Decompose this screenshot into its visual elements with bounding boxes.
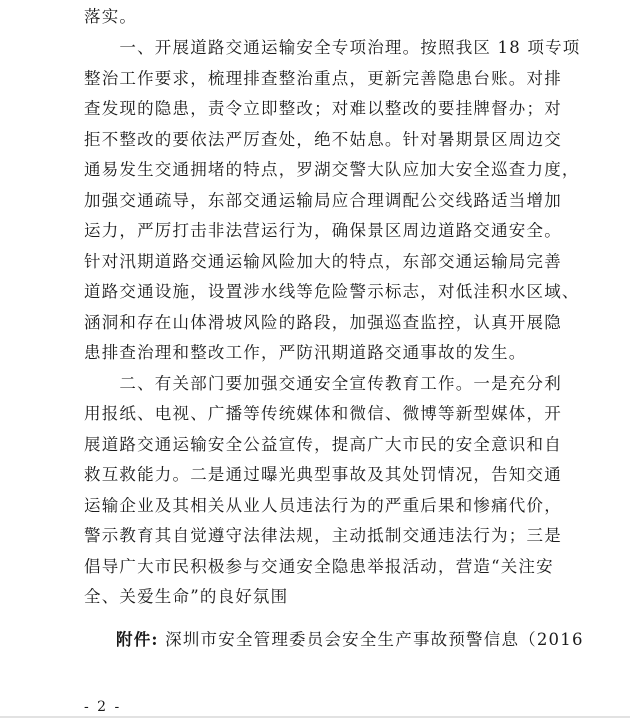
- attachment-line: [116, 630, 584, 650]
- body-text-line: 一、开展道路交通运输安全专项治理。按照我区 18 项专项: [84, 38, 581, 57]
- body-text-line: 展道路交通运输安全公益宣传，提高广大市民的安全意识和自: [84, 435, 562, 454]
- body-text-line: 二、有关部门要加强交通安全宣传教育工作。一是充分利: [84, 374, 562, 393]
- body-text-line: 用报纸、电视、广播等传统媒体和微信、微博等新型媒体，开: [84, 404, 562, 423]
- attachment-text: 深圳市安全管理委员会安全生产事故预警信息（2016: [158, 630, 584, 649]
- body-text-line: 救互救能力。二是通过曝光典型事故及其处罚情况，告知交通: [84, 465, 562, 484]
- body-text-line: 全、关爱生命”的良好氛围: [84, 587, 289, 606]
- body-text-line: 通易发生交通拥堵的特点，罗湖交警大队应加大安全巡查力度，: [84, 160, 580, 179]
- body-text-line: 警示教育其自觉遵守法律法规，主动抵制交通违法行为；三是: [84, 526, 562, 545]
- body-text-line: 运输企业及其相关从业人员违法行为的严重后果和惨痛代价，: [84, 496, 562, 515]
- body-text-line: 落实。: [84, 7, 138, 26]
- body-text-line: 道路交通设施，设置涉水线等危险警示标志，对低洼积水区域、: [84, 282, 580, 301]
- body-text-line: 加强交通疏导，东部交通运输局应合理调配公交线路适当增加: [84, 191, 562, 210]
- attachment-label: 附件:: [116, 630, 159, 649]
- body-text-line: 患排查治理和整改工作，严防汛期道路交通事故的发生。: [84, 343, 527, 362]
- body-text-line: 查发现的隐患，责令立即整改；对难以整改的要挂牌督办；对: [84, 99, 562, 118]
- body-text-line: 针对汛期道路交通运输风险加大的特点，东部交通运输局完善: [84, 252, 562, 271]
- body-text-line: 拒不整改的要依法严厉查处，绝不姑息。针对暑期景区周边交: [84, 130, 562, 149]
- body-text-line: 倡导广大市民积极参与交通安全隐患举报活动，营造“关注安: [84, 557, 554, 576]
- body-text-line: 涵洞和存在山体滑坡风险的路段，加强巡查监控，认真开展隐: [84, 313, 562, 332]
- body-text-line: 运力，严厉打击非法营运行为，确保景区周边道路交通安全。: [84, 221, 562, 240]
- body-text-line: 整治工作要求，梳理排查整治重点，更新完善隐患台账。对排: [84, 69, 562, 88]
- page-number: - 2 -: [84, 699, 122, 715]
